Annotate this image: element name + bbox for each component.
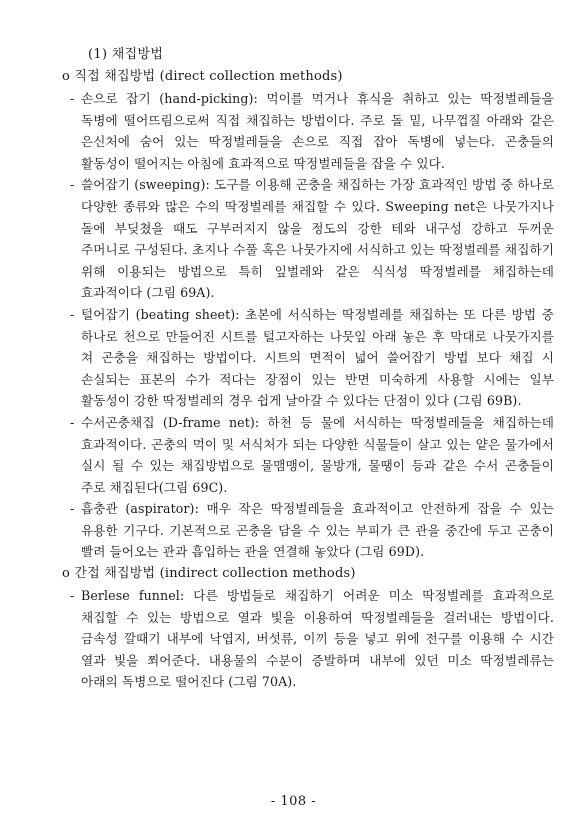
- section-heading: (1) 채집방법: [88, 47, 164, 62]
- item-text: 쓸어잡기 (sweeping): 도구를 이용해 곤충을 채집하는 가장 효과적인 방법 중 하나로 다양한 종류와 많은 수의 딱정벌레를 채집할 수 있다. Sweeping net은 나뭇가지나 돌에 부딪쳤을 때도 구부러지지 않을 정도의 강한 테와 내구성 강하고 두꺼운 주머니로 구성된다. 초지나 수풀 혹은 나뭇가지에 서식하고 있는 딱정벌레를 채집하기 위해 이용되는 방법으로 특히 잎벌레와 같은 식식성 딱정벌레를 채집하는데 효과적이다 (그림 69A).: [81, 177, 554, 301]
- item-text: 수서곤충채집 (D-frame net): 하천 등 물에 서식하는 딱정벌레들을 채집하는데 효과적이다. 곤충의 먹이 및 서식처가 되는 다양한 식물들이 살고 있는 얕은 물가에서 실시 될 수 있는 채집방법으로 물맴맹이, 물방개, 물땡이 등과 같은 수서 곤충들이 주로 채집된다(그림 69C).: [81, 414, 554, 495]
- item-text: 흡충관 (aspirator): 매우 작은 딱정벌레들을 효과적이고 안전하게 잡을 수 있는 유용한 기구다. 기본적으로 곤충을 담을 수 있는 부피가 큰 관을 중간에 두고 곤충이 빨려 들어오는 관과 흡입하는 관을 연결해 놓았다 (그림 69D).: [81, 501, 554, 560]
- document-body: [62, 44, 554, 693]
- dash-bullet: -: [70, 306, 75, 322]
- list-item: [62, 88, 554, 174]
- section-title-indirect: o 간접 채집방법 (indirect collection methods): [62, 566, 356, 582]
- dash-bullet: -: [70, 177, 75, 193]
- list-item: [62, 412, 554, 498]
- item-text: Berlese funnel: 다른 방법들로 채집하기 어려운 미소 딱정벌레를 효과적으로 채집할 수 있는 방법으로 열과 빛을 이용하여 딱정벌레들을 걸러내는 방법이다. 금속성 깔때기 내부에 낙엽지, 버섯류, 이끼 등을 넣고 위에 전구를 이용해 수 시간 열과 빛을 쬐어준다. 내용물의 수분이 증발하며 내부에 있던 미소 딱정벌레류는 아래의 독병으로 떨어진다 (그림 70A).: [81, 588, 554, 690]
- dash-bullet: -: [70, 501, 75, 517]
- dash-bullet: -: [70, 91, 75, 106]
- list-item: [62, 585, 554, 693]
- dash-bullet: -: [70, 414, 75, 430]
- list-item: [62, 498, 554, 563]
- section-title-direct: o 직접 채집방법 (direct collection methods): [62, 69, 343, 84]
- list-item: [62, 304, 554, 412]
- item-text: 털어잡기 (beating sheet): 초본에 서식하는 딱정벌레를 채집하는 또 다른 방법 중 하나로 천으로 만들어진 시트를 털고자하는 나뭇잎 아래 놓은 후 막대로 나뭇가지를 쳐 곤충을 채집하는 방법이다. 시트의 면적이 넓어 쓸어잡기 방법 보다 채집 시 손실되는 표본의 수가 적다는 장점이 있는 반면 미숙하게 사용할 시에는 일부 활동성이 강한 딱정벌레의 경우 쉽게 날아갈 수 있다는 단점이 있다 (그림 69B).: [81, 306, 554, 409]
- list-item: [62, 174, 554, 304]
- page-number: - 108 -: [270, 794, 317, 809]
- dash-bullet: -: [70, 588, 75, 604]
- item-text: 손으로 잡기 (hand-picking): 먹이를 먹거나 휴식을 취하고 있는 딱정벌레들을 독병에 떨어뜨림으로써 직접 채집하는 방법이다. 주로 돌 밑, 나무껍질 아래와 같은 은신처에 숨어 있는 딱정벌레들을 손으로 직접 잡아 독병에 넣는다. 곤충들의 활동성이 떨어지는 아침에 효과적으로 딱정벌레들을 잡을 수 있다.: [81, 91, 554, 171]
